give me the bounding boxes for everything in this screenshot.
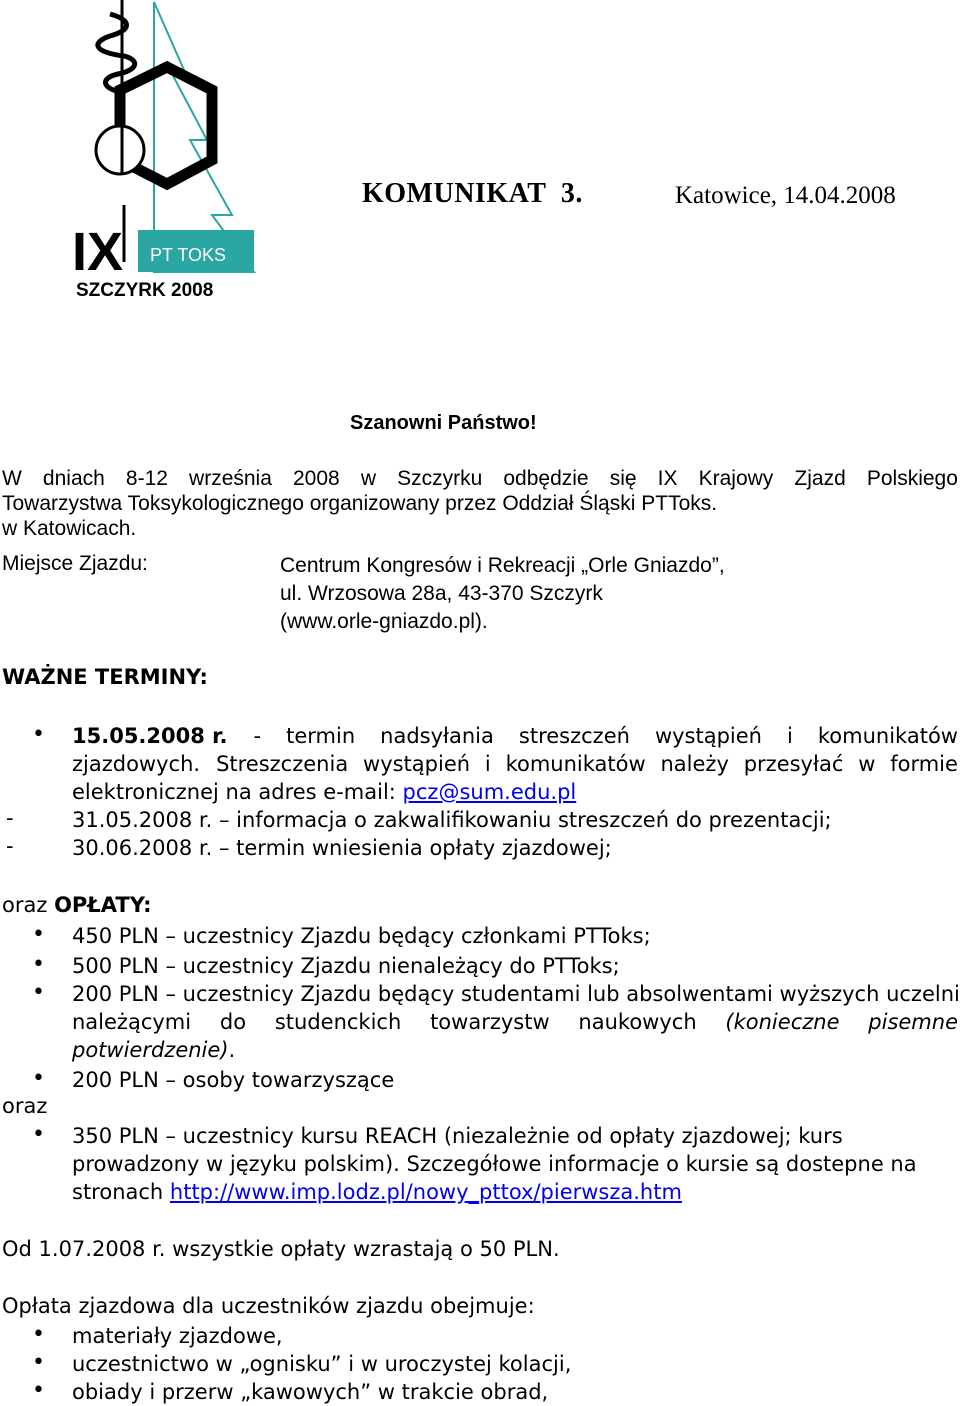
includes-item-2: uczestnictwo w „ognisku” i w uroczystej kolacji, (72, 1352, 572, 1376)
bullet-icon: • (32, 922, 45, 947)
includes-list (0, 1322, 960, 1406)
venue-line-1: Centrum Kongresów i Rekreacji „Orle Gniazdo”, (280, 554, 725, 577)
venue-line-2: ul. Wrzosowa 28a, 43-370 Szczyrk (280, 582, 603, 605)
term-item-1 (72, 722, 958, 806)
course-info-link[interactable]: http://www.imp.lodz.pl/nowy_pttox/pierwsza.htm (169, 1180, 682, 1204)
fee-item-3-line-2-note-word: pisemne (868, 1010, 958, 1034)
term-item-1-line-2-start: zjazdowych. (72, 752, 201, 776)
fees-connector: oraz (2, 1094, 48, 1118)
term-item-3: 30.06.2008 r. – termin wniesienia opłaty zjazdowej; (72, 836, 612, 860)
bullet-icon: • (32, 722, 45, 747)
logo-graphic (62, 0, 262, 280)
intro-line-1-word: w (360, 467, 376, 490)
term-item-1-line-1-word: wystąpień (654, 724, 762, 748)
intro-line-3: w Katowicach. (2, 517, 137, 540)
term-item-1-line-2-word: formie (890, 752, 958, 776)
term-item-1-line-1-word: i (787, 724, 793, 748)
fee-item-5 (72, 1122, 958, 1206)
intro-line-1-word: IX (657, 467, 678, 490)
term-item-1-line-1-word: - (253, 724, 262, 748)
fee-item-5-line-1: 350 PLN – uczestnicy kursu REACH (niezależnie od opłaty zjazdowej; kurs (72, 1124, 843, 1148)
fee-item-5-line-2: prowadzony w języku polskim). Szczegółowe informacje o kursie są dostepne na (72, 1152, 917, 1176)
term-item-1-line-2-word: Streszczenia (216, 752, 349, 776)
fee-item-3-line-2-note-word: (konieczne (725, 1010, 840, 1034)
fee-item-3-line-1: 200 PLN – uczestnicy Zjazdu będący studentami lub absolwentami wyższych uczelni (72, 982, 960, 1006)
greeting: Szanowni Państwo! (350, 412, 537, 434)
term-item-1-line-2-word: przesyłać (743, 752, 844, 776)
includes-item-3: obiady i przerw „kawowych” w trakcie obrad, (72, 1380, 549, 1404)
fees-prefix: oraz (2, 893, 55, 917)
fee-item-3-line-2 (72, 1008, 958, 1036)
fee-increase-note: Od 1.07.2008 r. wszystkie opłaty wzrastają o 50 PLN. (2, 1237, 560, 1261)
bullet-icon: • (32, 1378, 45, 1403)
venue-label: Miejsce Zjazdu: (2, 552, 148, 575)
dash-marker: - (6, 806, 14, 830)
fee-item-3-line-2-word: należącymi (72, 1010, 192, 1034)
venue-address (280, 552, 725, 636)
term-item-1-line-2-word: w (858, 752, 876, 776)
fee-item-3 (72, 980, 958, 1064)
intro-paragraph (2, 466, 958, 541)
fee-item-3-line-3 (72, 1036, 958, 1064)
intro-line-1-word: się (609, 467, 637, 490)
fee-item-1: 450 PLN – uczestnicy Zjazdu będący członkami PTToks; (72, 924, 651, 948)
intro-line-1-word: W (2, 467, 22, 490)
fee-item-3-line-2-word: studenckich (274, 1010, 402, 1034)
term-item-1-line-3 (72, 778, 958, 806)
bullet-icon: • (32, 1122, 45, 1147)
term-item-1-line-1-word: streszczeń (518, 724, 630, 748)
term-item-1-line-1-word: nadsyłania (380, 724, 494, 748)
bullet-icon: • (32, 1350, 45, 1375)
term-item-1-line-2-word: wystąpień (363, 752, 471, 776)
intro-line-1-word: dniach (42, 467, 105, 490)
term-item-1-line-3-text: elektronicznej na adres e-mail: (72, 780, 403, 804)
fee-item-3-line-2-word: do (219, 1010, 247, 1034)
intro-line-1-word: Krajowy (698, 467, 774, 490)
fee-item-3-tail: . (228, 1038, 236, 1062)
intro-line-1-word: Polskiego (866, 467, 958, 490)
fee-item-5-line-3-text: stronach (72, 1180, 170, 1204)
fees-list (0, 922, 960, 1202)
fee-item-4: 200 PLN – osoby towarzyszące (72, 1068, 395, 1092)
bullet-icon: • (32, 952, 45, 977)
term-item-1-line-1 (72, 722, 958, 750)
intro-line-1 (2, 466, 958, 491)
dash-marker: - (6, 834, 14, 858)
term-item-1-line-2 (72, 750, 958, 778)
congress-logo (62, 0, 262, 280)
fees-heading (2, 893, 152, 917)
bullet-icon: • (32, 1066, 45, 1091)
fees-heading-text: OPŁATY: (54, 893, 152, 917)
venue-line-3: (www.orle-gniazdo.pl). (280, 610, 488, 633)
intro-line-1-word: 8-12 (125, 467, 168, 490)
includes-item-1: materiały zjazdowe, (72, 1324, 283, 1348)
term-item-1-line-2-word: i (484, 752, 491, 776)
terms-list (0, 722, 960, 862)
term-item-1-line-2-words (216, 750, 958, 778)
fee-item-3-line-2-word: towarzystw (430, 1010, 550, 1034)
intro-line-1-word: września (189, 467, 272, 490)
term-item-1-words (254, 722, 958, 750)
fee-item-3-line-2-word: naukowych (578, 1010, 697, 1034)
intro-line-1-word: odbędzie (503, 467, 589, 490)
ring-icon (96, 126, 144, 174)
header-date: Katowice, 14.04.2008 (675, 182, 896, 209)
logo-badge-text: PT TOKS (150, 245, 227, 265)
fee-item-2: 500 PLN – uczestnicy Zjazdu nienależący do PTToks; (72, 954, 620, 978)
term-item-1-line-2-word: należy (660, 752, 729, 776)
bullet-icon: • (32, 1322, 45, 1347)
term-item-1-line-1-word: termin (286, 724, 356, 748)
page-title (362, 178, 583, 210)
includes-heading: Opłata zjazdowa dla uczestników zjazdu obejmuje: (2, 1294, 535, 1318)
logo-caption: SZCZYRK 2008 (76, 280, 214, 301)
intro-line-2: Towarzystwa Toksykologicznego organizowany przez Oddział Śląski PTToks. (2, 492, 718, 515)
intro-line-1-word: Szczyrku (397, 467, 483, 490)
bullet-icon: • (32, 980, 45, 1005)
intro-line-1-word: Zjazd (794, 467, 846, 490)
logo-roman: IX (72, 222, 124, 280)
intro-line-1-word: 2008 (293, 467, 340, 490)
fee-item-5-line-3 (72, 1178, 958, 1206)
terms-heading: WAŻNE TERMINY: (2, 665, 208, 689)
title-text: KOMUNIKAT 3. (362, 178, 583, 209)
term-item-2: 31.05.2008 r. – informacja o zakwalifikowaniu streszczeń do prezentacji; (72, 808, 832, 832)
fee-item-3-note-end: potwierdzenie) (72, 1038, 229, 1062)
term-item-1-date: 15.05.2008 r. (72, 724, 228, 748)
term-item-1-line-2-word: komunikatów (505, 752, 646, 776)
email-link[interactable]: pcz@sum.edu.pl (402, 780, 577, 804)
term-item-1-line-1-word: komunikatów (817, 724, 958, 748)
